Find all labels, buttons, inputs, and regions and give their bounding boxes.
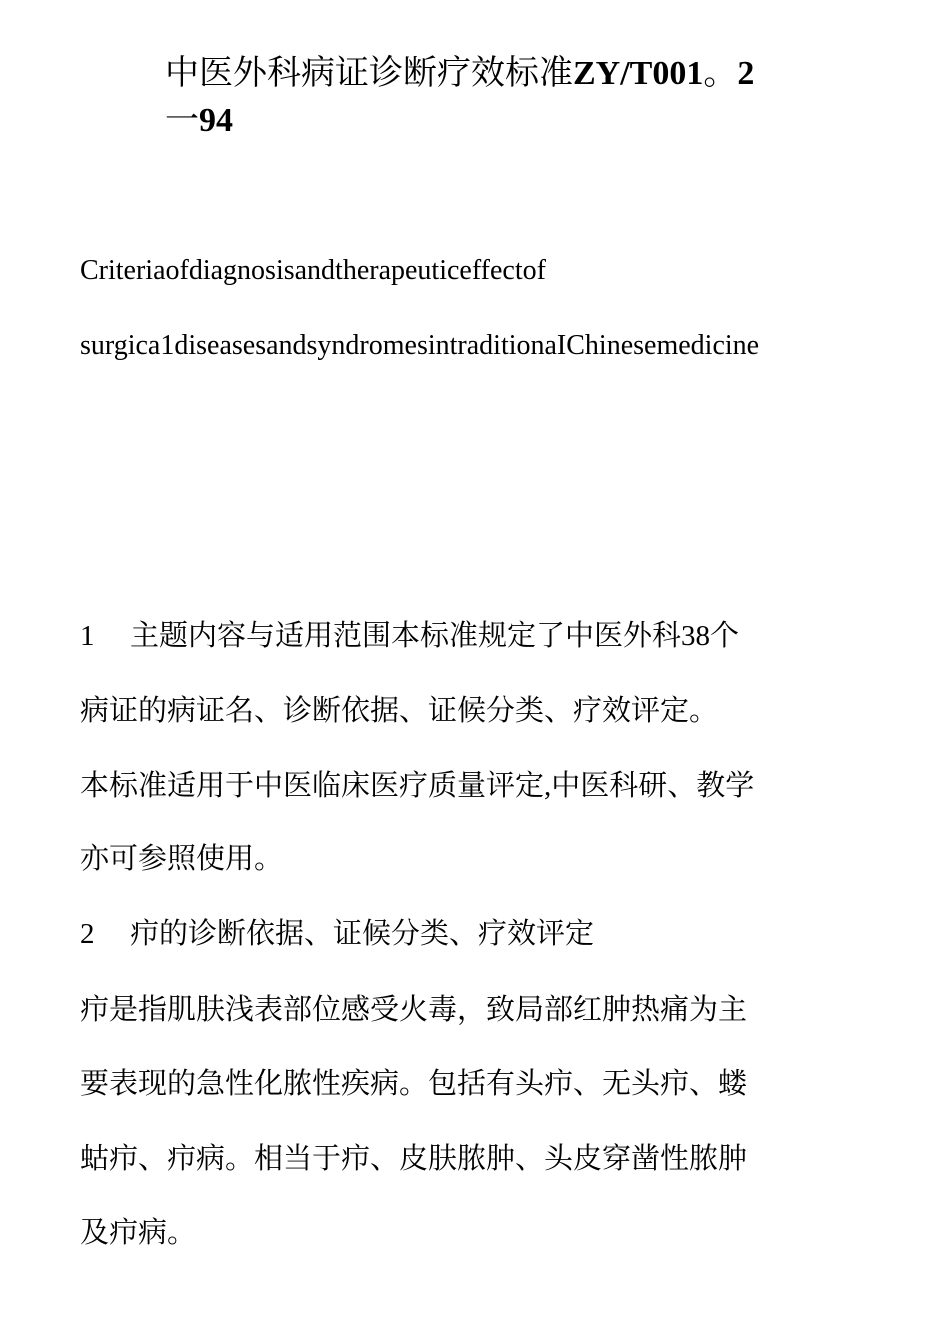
section-2-line-4: 及疖病。 <box>80 1215 197 1249</box>
section-1-line-2: 病证的病证名、诊断依据、证候分类、疗效评定。 <box>80 693 719 727</box>
section-1-line-3-part-1: 本标准适用于中医临床医疗质量评定 <box>80 768 545 802</box>
english-title-line-2: surgica1diseasesandsyndromesintraditionaIChinesemedicine <box>80 330 760 361</box>
section-1-line-1-part-2: 个 <box>710 618 740 652</box>
title-dash: 一 <box>165 100 199 140</box>
title-separator: 。 <box>703 53 738 93</box>
section-2-line-1: 疖是指肌肤浅表部位感受火毒，致局部红肿热痛为主 <box>80 992 748 1026</box>
document-title <box>165 50 855 144</box>
section-2-line-3: 蛄疖、疖病。相当于疖、皮肤脓肿、头皮穿凿性脓肿 <box>80 1141 748 1175</box>
section-2-line-2: 要表现的急性化脓性疾病。包括有头疖、无头疖、蝼 <box>80 1066 748 1100</box>
title-standard-code: ZY/T001 <box>573 55 704 92</box>
section-2-number: 2 <box>80 918 95 950</box>
english-title-line-1: Criteriaofdiagnosisandtherapeuticeffectof <box>80 255 546 286</box>
title-year-start: 2 <box>737 55 755 92</box>
section-1-line-4: 亦可参照使用。 <box>80 841 284 875</box>
section-1-line-3-part-2: 中医科研、教学 <box>551 768 755 802</box>
section-1-count: 38 <box>681 620 711 652</box>
section-2-heading-text: 疖的诊断依据、证候分类、疗效评定 <box>130 916 595 950</box>
section-1-number: 1 <box>80 620 95 652</box>
section-1-line-1-part-1: 主题内容与适用范围本标准规定了中医外科 <box>130 618 682 652</box>
section-1-heading <box>80 616 870 655</box>
section-2-heading <box>80 914 870 953</box>
title-year-end: 94 <box>199 102 233 139</box>
title-chinese: 中医外科病证诊断疗效标准 <box>165 53 573 93</box>
section-1-line-3-comma: , <box>544 770 552 802</box>
section-1-line-3 <box>80 766 870 805</box>
